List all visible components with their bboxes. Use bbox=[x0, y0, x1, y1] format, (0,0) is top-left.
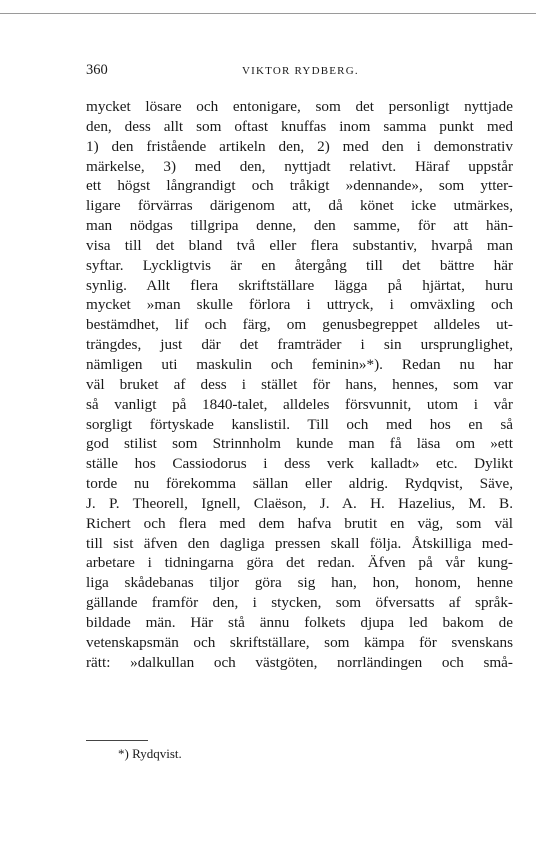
text-line: arbetare i tidningarna göra det redan. Äfven på vår kung- bbox=[86, 554, 513, 572]
text-line: nämligen uti maskulin och feminin»*). Redan nu har bbox=[86, 355, 513, 373]
page-header bbox=[86, 62, 486, 84]
text-line: väl bruket af dess i stället för hans, hennes, som var bbox=[86, 375, 513, 393]
text-line: liga skådebanas tiljor göra sig han, hon, honom, henne bbox=[86, 574, 513, 592]
text-line: vetenskapsmän och skriftställare, som kämpa för svenskans bbox=[86, 633, 513, 651]
footnote: *) Rydqvist. bbox=[118, 746, 182, 761]
text-line: ligare förvärras därigenom att, då könet icke utmärkes, bbox=[86, 197, 513, 215]
text-line: Richert och flera med dem hafva brutit en väg, som väl bbox=[86, 514, 513, 532]
text-line: torde nu förekomma sällan eller aldrig. Rydqvist, Säve, bbox=[86, 475, 513, 493]
text-line: man nödgas tillgripa denne, den samme, för att hän- bbox=[86, 217, 513, 235]
text-line: synlig. Allt flera skriftställare lägga på hjärtat, huru bbox=[86, 276, 513, 294]
running-head: VIKTOR RYDBERG. bbox=[242, 65, 359, 77]
text-line: bildade män. Här stå ännu folkets djupa led bakom de bbox=[86, 613, 513, 631]
text-line: gällande framför den, i stycken, som öfversatts af språk- bbox=[86, 594, 513, 612]
text-line: ställe hos Cassiodorus i dess verk kalladt» etc. Dylikt bbox=[86, 455, 513, 473]
text-line: sorgligt förtyskade kanslistil. Till och med hos en så bbox=[86, 415, 513, 433]
text-line: god stilist som Strinnholm kunde man få läsa om »ett bbox=[86, 435, 513, 453]
text-line: mycket lösare och entonigare, som det personligt nyttjade bbox=[86, 98, 513, 115]
text-line: trängdes, just där det framträder i sin ursprunglighet, bbox=[86, 336, 513, 354]
text-line: ett högst långrandigt och tråkigt »dennande», som ytter- bbox=[86, 177, 513, 195]
text-line: 1) den fristående artikeln den, 2) med den i demonstrativ bbox=[86, 137, 513, 155]
body-text bbox=[86, 97, 513, 672]
text-line: mycket »man skulle förlora i uttryck, i omväxling och bbox=[86, 296, 513, 314]
text-line: visa till det bland två eller flera substantiv, hvarpå man bbox=[86, 236, 513, 254]
footnote-rule bbox=[86, 740, 148, 741]
text-line: den, dess allt som oftast knuffas inom samma punkt med bbox=[86, 117, 513, 135]
text-line: märkelse, 3) med den, nyttjadt relativt. Häraf uppstår bbox=[86, 157, 513, 175]
text-line: till sist äfven den dagliga pressen skall följa. Åtskilliga med- bbox=[86, 534, 513, 552]
text-line: så vanligt på 1840-talet, alldeles försvunnit, utom i vår bbox=[86, 395, 513, 413]
text-line: J. P. Theorell, Ignell, Claëson, J. A. H. Hazelius, M. B. bbox=[86, 494, 513, 512]
text-line: rätt: »dalkullan och västgöten, norrländingen och små- bbox=[86, 653, 513, 671]
text-line: bestämdhet, lif och färg, om genusbegreppet alldeles ut- bbox=[86, 316, 513, 334]
page-number: 360 bbox=[86, 62, 108, 78]
top-edge-rule bbox=[0, 13, 536, 14]
text-line: syftar. Lyckligtvis är en återgång till det bättre här bbox=[86, 256, 513, 274]
